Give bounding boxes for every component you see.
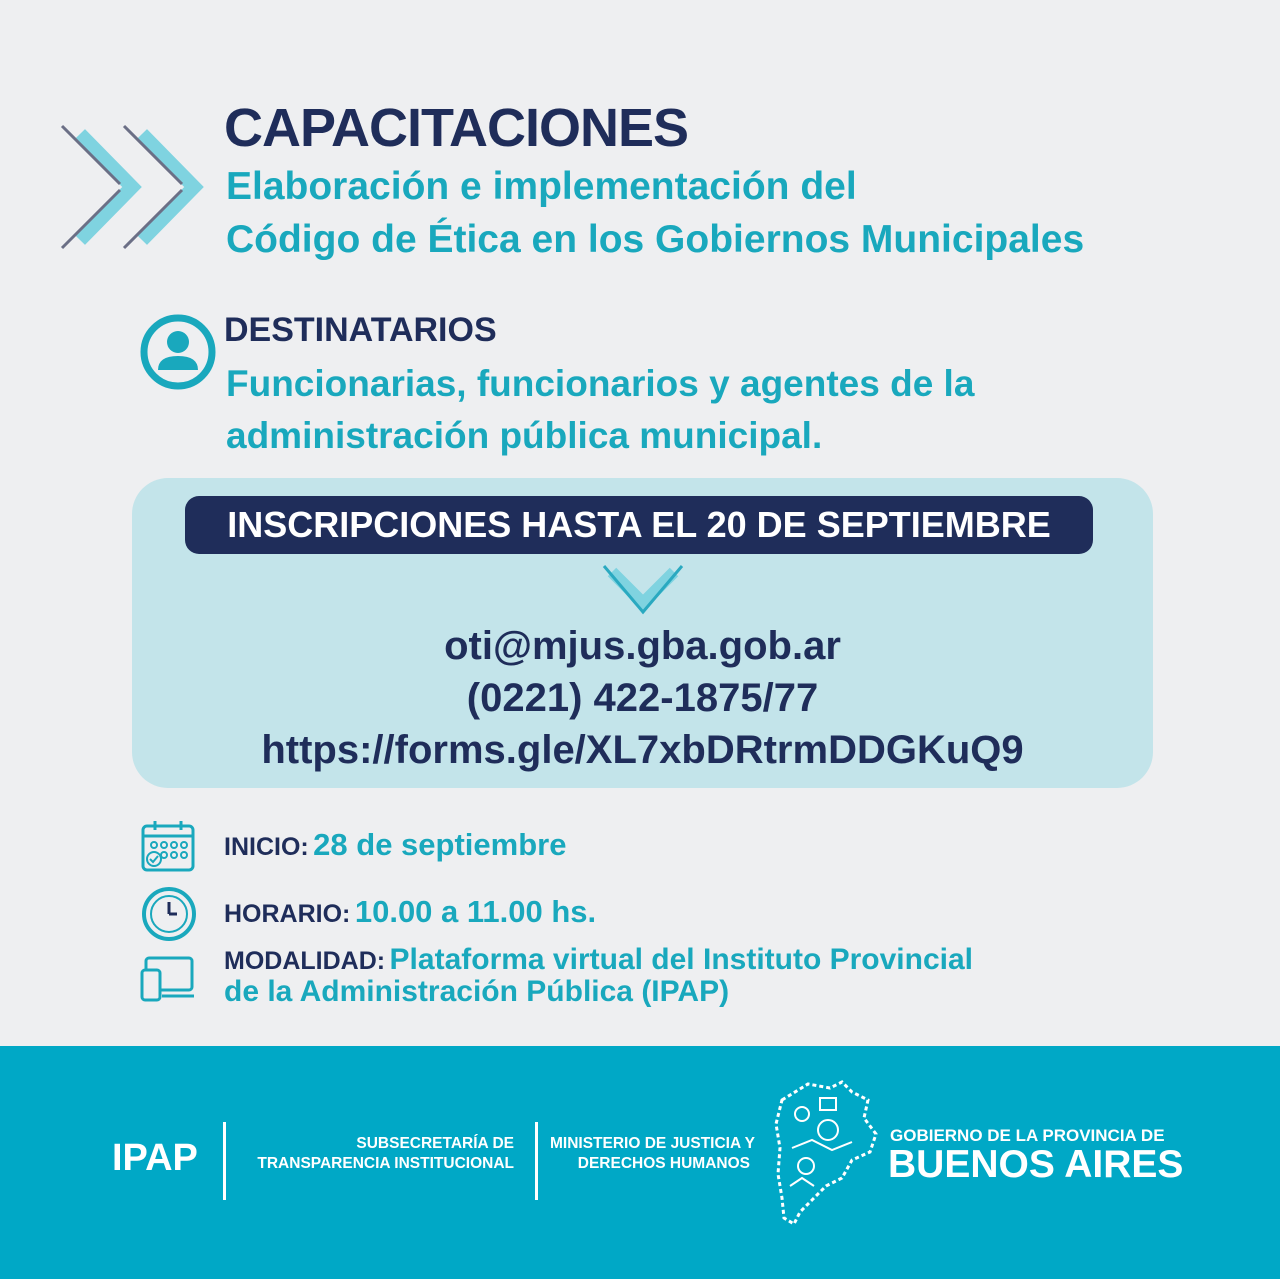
subsecretaria-line-1: SUBSECRETARÍA DE (356, 1135, 514, 1152)
audience-line-1: Funcionarias, funcionarios y agentes de la (226, 363, 975, 404)
devices-icon (140, 954, 196, 1004)
audience-heading: DESTINATARIOS (224, 311, 497, 349)
ipap-logo: IPAP (112, 1137, 198, 1179)
subsecretaria-line-2: TRANSPARENCIA INSTITUCIONAL (257, 1155, 514, 1172)
subsecretaria-logo (242, 1134, 514, 1174)
registration-deadline: INSCRIPCIONES HASTA EL 20 DE SEPTIEMBRE (185, 496, 1093, 554)
chevron-down-icon (600, 560, 686, 620)
ministerio-line-2: DERECHOS HUMANOS (577, 1155, 750, 1172)
start-value: 28 de septiembre (313, 827, 567, 862)
subtitle-line-2: Código de Ética en los Gobiernos Municipales (226, 218, 1085, 261)
modality-value-line-2: de la Administración Pública (IPAP) (224, 975, 730, 1008)
footer-divider (535, 1122, 538, 1200)
audience-line-2: administración pública municipal. (226, 415, 823, 456)
province-map-icon (772, 1078, 880, 1226)
start-date-row (224, 824, 566, 872)
page-title: CAPACITACIONES (224, 98, 689, 158)
schedule-row (224, 891, 596, 939)
schedule-label: HORARIO: (224, 900, 351, 928)
modality-value-line-1: Plataforma virtual del Instituto Provincial (389, 943, 974, 976)
double-chevron-right-icon (58, 120, 208, 255)
calendar-icon (140, 818, 196, 874)
audience-text (226, 358, 974, 462)
modality-label: MODALIDAD: (224, 947, 386, 975)
clock-icon (140, 885, 198, 943)
contact-email-link[interactable]: oti@mjus.gba.gob.ar (444, 624, 841, 668)
gobierno-line-1: GOBIERNO DE LA PROVINCIA DE (890, 1126, 1165, 1145)
subtitle-line-1: Elaboración e implementación del (226, 165, 857, 208)
contact-phone: (0221) 422-1875/77 (466, 676, 819, 720)
start-label: INICIO: (224, 833, 309, 861)
registration-form-link[interactable]: https://forms.gle/XL7xbDRtrmDDGKuQ9 (261, 728, 1024, 772)
course-subtitle (226, 160, 1084, 266)
schedule-value: 10.00 a 11.00 hs. (354, 894, 597, 929)
user-circle-icon (138, 312, 218, 392)
ministerio-logo (550, 1134, 755, 1174)
gobierno-line-2: BUENOS AIRES (888, 1143, 1184, 1186)
ministerio-line-1: MINISTERIO DE JUSTICIA Y (550, 1135, 755, 1152)
footer-divider (223, 1122, 226, 1200)
